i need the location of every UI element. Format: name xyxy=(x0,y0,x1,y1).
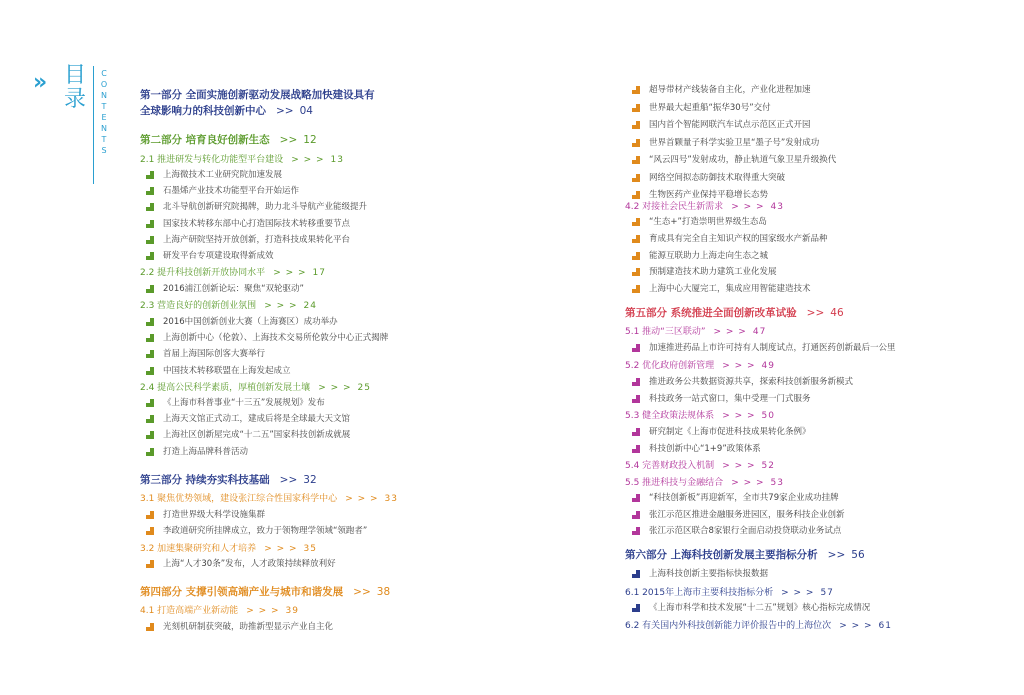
bullet-square-icon xyxy=(146,203,154,211)
toc-entry-label: 研究制定《上海市促进科技成果转化条例》 xyxy=(649,427,811,437)
section-arrow: > > > xyxy=(291,155,325,165)
toc-entry[interactable] xyxy=(629,138,819,149)
part-page-number: 12 xyxy=(303,134,317,146)
section-heading[interactable] xyxy=(140,154,344,166)
section-heading[interactable] xyxy=(140,605,299,617)
part-title-text: 第六部分 上海科技创新发展主要指标分析 xyxy=(625,549,818,561)
bullet-square-icon xyxy=(146,187,154,195)
toc-entry-label: 张江示范区联合8家银行全面启动投贷联动业务试点 xyxy=(649,526,842,536)
toc-entry[interactable] xyxy=(629,343,896,354)
section-heading[interactable] xyxy=(625,620,892,632)
toc-entry[interactable] xyxy=(629,526,841,537)
section-title: 5.4 完善财政投入机制 xyxy=(625,461,715,471)
toc-entry-label: 打造上海品牌科普活动 xyxy=(163,446,249,457)
section-title: 2.2 提升科技创新开放协同水平 xyxy=(140,268,266,278)
toc-entry[interactable] xyxy=(143,526,367,537)
section-page-number: 52 xyxy=(761,461,775,471)
bullet-square-icon xyxy=(632,156,640,164)
bullet-square-icon xyxy=(632,191,640,199)
section-heading[interactable] xyxy=(140,267,326,279)
section-heading[interactable] xyxy=(625,587,834,599)
page-title: 目录 xyxy=(64,63,87,112)
part-page-number: 32 xyxy=(303,474,317,486)
toc-entry[interactable] xyxy=(143,333,388,344)
toc-entry[interactable] xyxy=(143,349,265,360)
section-page-number: 50 xyxy=(761,411,775,421)
section-arrow: > > > xyxy=(318,383,352,393)
toc-entry[interactable] xyxy=(629,493,839,504)
section-page-number: 25 xyxy=(357,383,371,393)
section-arrow: > > > xyxy=(722,361,756,371)
section-heading[interactable] xyxy=(625,410,775,422)
bullet-square-icon xyxy=(146,527,154,535)
bullet-square-icon xyxy=(146,220,154,228)
part-heading[interactable] xyxy=(140,133,317,147)
bullet-square-icon xyxy=(146,415,154,423)
bullet-square-icon xyxy=(632,527,640,535)
section-page-number: 61 xyxy=(878,621,892,631)
section-page-number: 13 xyxy=(330,155,344,165)
toc-entry[interactable] xyxy=(629,234,828,245)
bullet-square-icon xyxy=(632,121,640,129)
bullet-square-icon xyxy=(146,252,154,260)
bullet-square-icon xyxy=(632,344,640,352)
bullet-square-icon xyxy=(632,570,640,578)
bullet-square-icon xyxy=(146,431,154,439)
toc-entry[interactable] xyxy=(629,251,768,262)
bullet-square-icon xyxy=(632,494,640,502)
toc-entry[interactable] xyxy=(629,173,785,184)
toc-entry-label: 加速推进药品上市许可持有人制度试点，打通医药创新最后一公里 xyxy=(649,343,896,353)
toc-entry[interactable] xyxy=(629,85,811,96)
toc-entry[interactable] xyxy=(629,427,811,438)
part-title-text: 第五部分 系统推进全面创新改革试验 xyxy=(625,307,797,319)
section-title: 3.1 聚焦优势领域，建设张江综合性国家科学中心 xyxy=(140,494,338,504)
section-page-number: 49 xyxy=(761,361,775,371)
section-arrow: > > > xyxy=(781,588,815,598)
section-arrow: > > > xyxy=(246,606,280,616)
toc-entry-label: 上海社区创新屋完成“十二五”国家科技创新成就展 xyxy=(163,430,351,441)
section-heading[interactable] xyxy=(140,300,317,312)
section-heading[interactable] xyxy=(625,201,784,213)
toc-entry-label: 国内首个智能网联汽车试点示范区正式开园 xyxy=(649,120,811,130)
toc-entry-label: 研发平台专项建设取得新成效 xyxy=(163,251,274,261)
bullet-square-icon xyxy=(146,448,154,456)
toc-entry[interactable] xyxy=(629,603,870,614)
toc-entry[interactable] xyxy=(143,317,338,328)
bullet-square-icon xyxy=(632,604,640,612)
section-title: 5.5 推进科技与金融结合 xyxy=(625,478,724,488)
section-heading[interactable] xyxy=(140,493,398,505)
toc-entry[interactable] xyxy=(629,190,768,201)
header-subtitle: C O N T E N T S xyxy=(100,69,108,155)
section-page-number: 17 xyxy=(312,268,326,278)
toc-entry[interactable] xyxy=(143,447,248,458)
part-heading[interactable] xyxy=(625,306,844,320)
toc-entry-label: 上海科技创新主要指标快报数据 xyxy=(649,569,769,579)
part-page-number: 38 xyxy=(376,586,391,598)
section-title: 5.1 推动“三区联动” xyxy=(625,327,706,337)
toc-entry-label: 中国技术转移联盟在上海发起成立 xyxy=(163,365,291,376)
toc-entry[interactable] xyxy=(143,510,265,521)
toc-entry[interactable] xyxy=(629,284,811,295)
toc-entry[interactable] xyxy=(629,510,845,521)
part-arrow: >> xyxy=(276,105,294,117)
bullet-square-icon xyxy=(146,285,154,293)
part-arrow: >> xyxy=(827,549,846,561)
toc-entry-label: 上海中心大厦完工，集成应用智能建造技术 xyxy=(649,284,811,295)
section-title: 5.3 健全政策法规体系 xyxy=(625,411,715,421)
section-arrow: > > > xyxy=(722,461,756,471)
toc-entry-label: 国家技术转移东部中心打造国际技术转移重要节点 xyxy=(163,218,351,229)
part-title-text: 全球影响力的科技创新中心 xyxy=(140,105,266,117)
part-title-text: 第四部分 支撑引领高端产业与城市和谐发展 xyxy=(140,586,344,598)
bullet-square-icon xyxy=(146,560,154,568)
part-heading[interactable] xyxy=(140,88,375,118)
toc-entry-label: 网络空间拟态防御技术取得重大突破 xyxy=(649,172,786,183)
toc-entry[interactable] xyxy=(143,235,350,246)
toc-entry-label: 上海天文馆正式动工，建成后将是全球最大天文馆 xyxy=(163,414,351,425)
bullet-square-icon xyxy=(632,428,640,436)
toc-entry-label: 光刻机研制获突破，助推新型显示产业自主化 xyxy=(163,622,334,632)
toc-entry[interactable] xyxy=(143,559,336,570)
bullet-square-icon xyxy=(632,511,640,519)
section-heading[interactable] xyxy=(625,326,766,338)
toc-entry-label: 超导带材产线装备自主化，产业化进程加速 xyxy=(649,85,811,95)
toc-entry[interactable] xyxy=(143,414,350,425)
part-arrow: >> xyxy=(353,586,371,598)
toc-entry[interactable] xyxy=(629,155,836,166)
toc-entry[interactable] xyxy=(143,219,350,230)
header-divider xyxy=(93,66,94,184)
bullet-square-icon xyxy=(632,235,640,243)
bullet-square-icon xyxy=(146,367,154,375)
toc-entry[interactable] xyxy=(143,398,325,409)
section-title: 6.2 有关国内外科技创新能力评价报告中的上海位次 xyxy=(625,621,832,631)
toc-entry[interactable] xyxy=(143,622,333,633)
toc-entry-label: 推进政务公共数据资源共享，探索科技创新服务新模式 xyxy=(649,377,854,387)
part-heading[interactable] xyxy=(140,473,317,487)
part-title-text: 第三部分 持续夯实科技基础 xyxy=(140,474,270,486)
toc-entry[interactable] xyxy=(143,170,282,181)
bullet-square-icon xyxy=(632,285,640,293)
bullet-square-icon xyxy=(632,378,640,386)
bullet-square-icon xyxy=(632,395,640,403)
section-title: 2.3 营造良好的创新创业氛围 xyxy=(140,301,257,311)
toc-entry-label: 李政道研究所挂牌成立，致力于领物理学领域“领跑者” xyxy=(163,526,368,537)
toc-entry-label: 育成具有完全自主知识产权的国家级水产新品种 xyxy=(649,233,828,244)
toc-entry[interactable] xyxy=(143,186,299,197)
section-page-number: 57 xyxy=(820,588,834,598)
bullet-square-icon xyxy=(632,104,640,112)
bullet-square-icon xyxy=(146,511,154,519)
toc-entry-label: “科技创新板”再迎新军，全市共79家企业成功挂牌 xyxy=(649,493,839,503)
toc-entry[interactable] xyxy=(629,103,771,114)
bullet-square-icon xyxy=(146,350,154,358)
bullet-square-icon xyxy=(146,171,154,179)
section-page-number: 24 xyxy=(303,301,317,311)
section-arrow: > > > xyxy=(264,301,298,311)
toc-entry-label: 生物医药产业保持平稳增长态势 xyxy=(649,190,769,200)
toc-entry[interactable] xyxy=(629,267,777,278)
toc-entry-label: 科技政务一站式窗口，集中受理一门式服务 xyxy=(649,393,811,404)
section-title: 5.2 优化政府创新管理 xyxy=(625,361,715,371)
part-page-number: 56 xyxy=(851,549,865,561)
section-heading[interactable] xyxy=(625,360,775,372)
part-arrow: >> xyxy=(279,474,298,486)
section-page-number: 53 xyxy=(770,478,784,488)
toc-entry-label: 首届上海国际创客大赛举行 xyxy=(163,349,266,360)
toc-entry-label: 科技创新中心“1+9”政策体系 xyxy=(649,443,761,454)
bullet-square-icon xyxy=(146,236,154,244)
section-page-number: 43 xyxy=(770,202,784,212)
section-page-number: 47 xyxy=(752,327,767,337)
part-heading[interactable] xyxy=(625,548,865,562)
part-title-line: 第一部分 全面实施创新驱动发展战略加快建设具有 xyxy=(140,89,375,101)
section-arrow: > > > xyxy=(264,544,298,554)
section-arrow: > > > xyxy=(345,494,379,504)
toc-entry-label: 张江示范区推进金融服务进园区，服务科技企业创新 xyxy=(649,509,845,520)
section-heading[interactable] xyxy=(625,477,784,489)
section-page-number: 35 xyxy=(303,544,317,554)
toc-entry[interactable] xyxy=(629,569,768,580)
toc-entry[interactable] xyxy=(143,430,350,441)
toc-entry-label: 石墨烯产业技术功能型平台开始运作 xyxy=(163,186,300,197)
double-chevron-icon: » xyxy=(33,70,44,95)
toc-entry-label: 上海“人才30条”发布，人才政策持续释放利好 xyxy=(163,559,336,569)
bullet-square-icon xyxy=(632,252,640,260)
bullet-square-icon xyxy=(632,218,640,226)
bullet-square-icon xyxy=(146,334,154,342)
part-heading[interactable] xyxy=(140,585,390,599)
toc-entry-label: 打造世界级大科学设施集群 xyxy=(163,510,266,520)
bullet-square-icon xyxy=(146,318,154,326)
toc-entry-label: 《上海市科普事业“十三五”发展规划》发布 xyxy=(163,398,325,408)
toc-entry-label: 世界最大起重船“振华30号”交付 xyxy=(649,102,771,113)
toc-entry-label: 上海微技术工业研究院加速发展 xyxy=(163,170,283,180)
toc-entry[interactable] xyxy=(629,394,811,405)
toc-entry[interactable] xyxy=(143,284,304,295)
section-arrow: > > > xyxy=(713,327,747,337)
bullet-square-icon xyxy=(632,268,640,276)
section-title: 2.1 推进研发与转化功能型平台建设 xyxy=(140,155,284,165)
section-page-number: 39 xyxy=(285,606,299,616)
toc-entry-label: 预制建造技术助力建筑工业化发展 xyxy=(649,267,777,278)
section-arrow: > > > xyxy=(273,268,307,278)
bullet-square-icon xyxy=(632,174,640,182)
section-heading[interactable] xyxy=(140,543,317,555)
section-title: 4.1 打造高端产业新动能 xyxy=(140,606,239,616)
toc-entry-label: 上海产研院坚持开放创新，打造科技成果转化平台 xyxy=(163,234,351,245)
toc-entry[interactable] xyxy=(629,120,811,131)
toc-entry-label: 能源互联助力上海走向生态之城 xyxy=(649,250,769,261)
part-arrow: >> xyxy=(279,134,298,146)
bullet-square-icon xyxy=(146,623,154,631)
toc-entry-label: 2016中国创新创业大赛（上海赛区）成功举办 xyxy=(163,317,338,327)
section-arrow: > > > xyxy=(731,478,765,488)
toc-entry[interactable] xyxy=(143,202,367,213)
toc-entry[interactable] xyxy=(143,251,274,262)
section-title: 3.2 加速集聚研究和人才培养 xyxy=(140,544,257,554)
section-page-number: 33 xyxy=(384,494,398,504)
bullet-square-icon xyxy=(632,445,640,453)
toc-entry-label: 上海创新中心（伦敦）、上海技术交易所伦敦分中心正式揭牌 xyxy=(163,333,389,344)
part-page-number: 04 xyxy=(299,105,313,117)
section-heading[interactable] xyxy=(625,460,775,472)
bullet-square-icon xyxy=(632,139,640,147)
toc-entry-label: 《上海市科学和技术发展“十二五”规划》核心指标完成情况 xyxy=(649,603,871,613)
section-title: 6.1 2015年上海市主要科技指标分析 xyxy=(625,588,774,598)
part-arrow: >> xyxy=(806,307,825,319)
toc-entry-label: “生态+”打造崇明世界级生态岛 xyxy=(649,217,767,227)
toc-entry-label: “风云四号”发射成功，静止轨道气象卫星升级换代 xyxy=(649,155,837,165)
part-page-number: 46 xyxy=(830,307,844,319)
toc-entry[interactable] xyxy=(629,444,761,455)
toc-entry[interactable] xyxy=(143,366,291,377)
toc-entry-label: 北斗导航创新研究院揭牌，助力北斗导航产业能级提升 xyxy=(163,202,368,213)
section-title: 2.4 提高公民科学素质，厚植创新发展土壤 xyxy=(140,383,311,393)
toc-entry-label: 2016浦江创新论坛：聚焦“双轮驱动” xyxy=(163,284,304,294)
section-heading[interactable] xyxy=(140,382,371,394)
part-title-text: 第二部分 培育良好创新生态 xyxy=(140,134,270,146)
part-title-line xyxy=(140,104,375,118)
toc-entry[interactable] xyxy=(629,377,853,388)
toc-entry[interactable] xyxy=(629,217,767,228)
section-title: 4.2 对接社会民生新需求 xyxy=(625,202,724,212)
section-arrow: > > > xyxy=(722,411,756,421)
toc-entry-label: 世界首颗量子科学实验卫星“墨子号”发射成功 xyxy=(649,137,820,148)
section-arrow: > > > xyxy=(839,621,873,631)
bullet-square-icon xyxy=(632,86,640,94)
section-arrow: > > > xyxy=(731,202,765,212)
bullet-square-icon xyxy=(146,399,154,407)
